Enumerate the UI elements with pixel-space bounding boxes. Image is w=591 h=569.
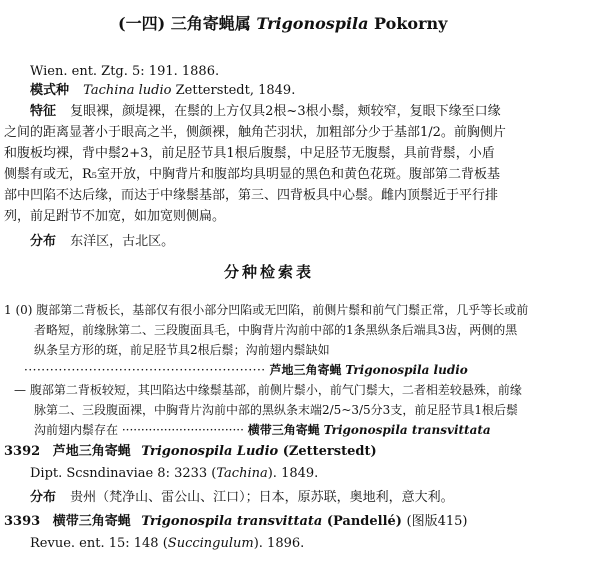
species-3392-citation (30, 466, 318, 482)
type-species-author: Zetterstedt, 1849. (175, 83, 296, 98)
citation-year: ). 1896. (253, 536, 305, 551)
key-result-1-chinese: 芦地三角寄蝇 (269, 363, 342, 377)
type-species-line (30, 83, 295, 99)
citation-genus: Tachina (216, 466, 268, 481)
species-3393-citation (30, 536, 304, 552)
key-result-1-latin: Trigonospila ludio (345, 363, 468, 377)
type-species-label: 模式种 (30, 83, 70, 98)
citation-genus: Succingulum (167, 536, 254, 551)
genus-chinese-name: 三角寄蝇属 (170, 14, 251, 33)
citation-text: Revue. ent. 15: 148 ( (30, 536, 168, 551)
key-result-2-chinese: 横带三角寄蝇 (247, 423, 320, 437)
species-3392-distribution (30, 490, 454, 506)
features-line-4: 侧鬃有或无，R₅室开放，中胸背片和腹部均具明显的黑色和黄色花斑。腹部第二背板基 (4, 167, 501, 182)
key-couplet-1-line-2: 者略短，前缘脉第二、三段腹面具毛，中胸背片沟前中部的1条黑纵条后端具3齿，两侧的黑 (34, 323, 518, 337)
species-latin-name: Trigonospila transvittata (141, 514, 323, 529)
species-author: (Zetterstedt) (282, 444, 377, 459)
species-3393-title (4, 514, 467, 530)
key-couplet-2-line-3: 沟前翅内鬃存在 (34, 423, 119, 437)
species-3392-title (4, 444, 377, 460)
genus-latin-name: Trigonospila (256, 14, 369, 33)
features-label: 特征 (30, 104, 57, 119)
species-plate: (图版415) (406, 514, 468, 529)
features-text-1: 复眼裸，颜堤裸，在鬃的上方仅具2根~3根小鬃，颊较窄，复眼下缘至口缘 (70, 104, 501, 119)
species-chinese-name: 横带三角寄蝇 (52, 514, 131, 529)
genus-distribution-label: 分布 (30, 234, 57, 249)
genus-distribution-text: 东洋区，古北区。 (70, 234, 175, 249)
genus-distribution-line (30, 234, 174, 250)
species-number: 3393 (4, 514, 41, 529)
features-line-1 (30, 104, 501, 120)
species-chinese-name: 芦地三角寄蝇 (52, 444, 131, 459)
species-distribution-label: 分布 (30, 490, 57, 505)
genus-citation: Wien. ent. Ztg. 5: 191. 1886. (30, 64, 220, 79)
genus-number: (一四) (118, 14, 166, 33)
features-line-5: 部中凹陷不达后缘，而达于中缘鬃基部，第三、四背板具中心鬃。雌内顶鬃近于平行排 (4, 188, 499, 203)
features-line-6: 列，前足跗节不加宽，如加宽则侧扁。 (4, 209, 226, 224)
genus-title (118, 14, 447, 34)
leader-dots: ································ (121, 423, 244, 437)
features-line-3: 和腹板均裸，背中鬃2+3，前足胫节具1根后腹鬃，中足胫节无腹鬃，具前背鬃，小盾 (4, 146, 495, 161)
key-couplet-1-line-1: 1 (0) 腹部第二背板长，基部仅有很小部分凹陷或无凹陷，前侧片鬃和前气门鬃正常，几乎等长或前 (4, 303, 529, 317)
species-author: (Pandellé) (326, 514, 402, 529)
features-line-2: 之间的距离显著小于眼高之半，侧颜裸，触角芒羽状，加粗部分少于基部1/2。前胸侧片 (4, 125, 506, 140)
key-couplet-2-result (34, 422, 491, 438)
key-couplet-2-line-2: 脉第二、三段腹面裸，中胸背片沟前中部的黑纵条末端2/5~3/5分3支，前足胫节具1根后鬃 (34, 403, 518, 417)
citation-text: Dipt. Scsndinaviae 8: 3233 ( (30, 466, 217, 481)
key-couplet-2-line-1: — 腹部第二背板较短，其凹陷达中缘鬃基部，前侧片鬃小，前气门鬃大，二者相差较悬殊，前缘 (14, 383, 522, 397)
species-number: 3392 (4, 444, 41, 459)
key-couplet-1-result (24, 362, 468, 378)
species-latin-name: Trigonospila Ludio (141, 444, 279, 459)
key-result-2-latin: Trigonospila transvittata (323, 423, 491, 437)
leader-dots: ························································ (24, 363, 266, 377)
key-couplet-1-line-3: 纵条呈方形的斑，前足胫节具2根后鬃；沟前翅内鬃缺如 (34, 343, 330, 357)
key-heading: 分种检索表 (224, 263, 315, 281)
genus-author: Pokorny (374, 14, 448, 33)
type-species-latin: Tachina ludio (83, 83, 172, 98)
species-distribution-text: 贵州（梵净山、雷公山、江口）；日本，原苏联，奥地利，意大利。 (70, 490, 454, 505)
citation-year: ). 1849. (267, 466, 319, 481)
